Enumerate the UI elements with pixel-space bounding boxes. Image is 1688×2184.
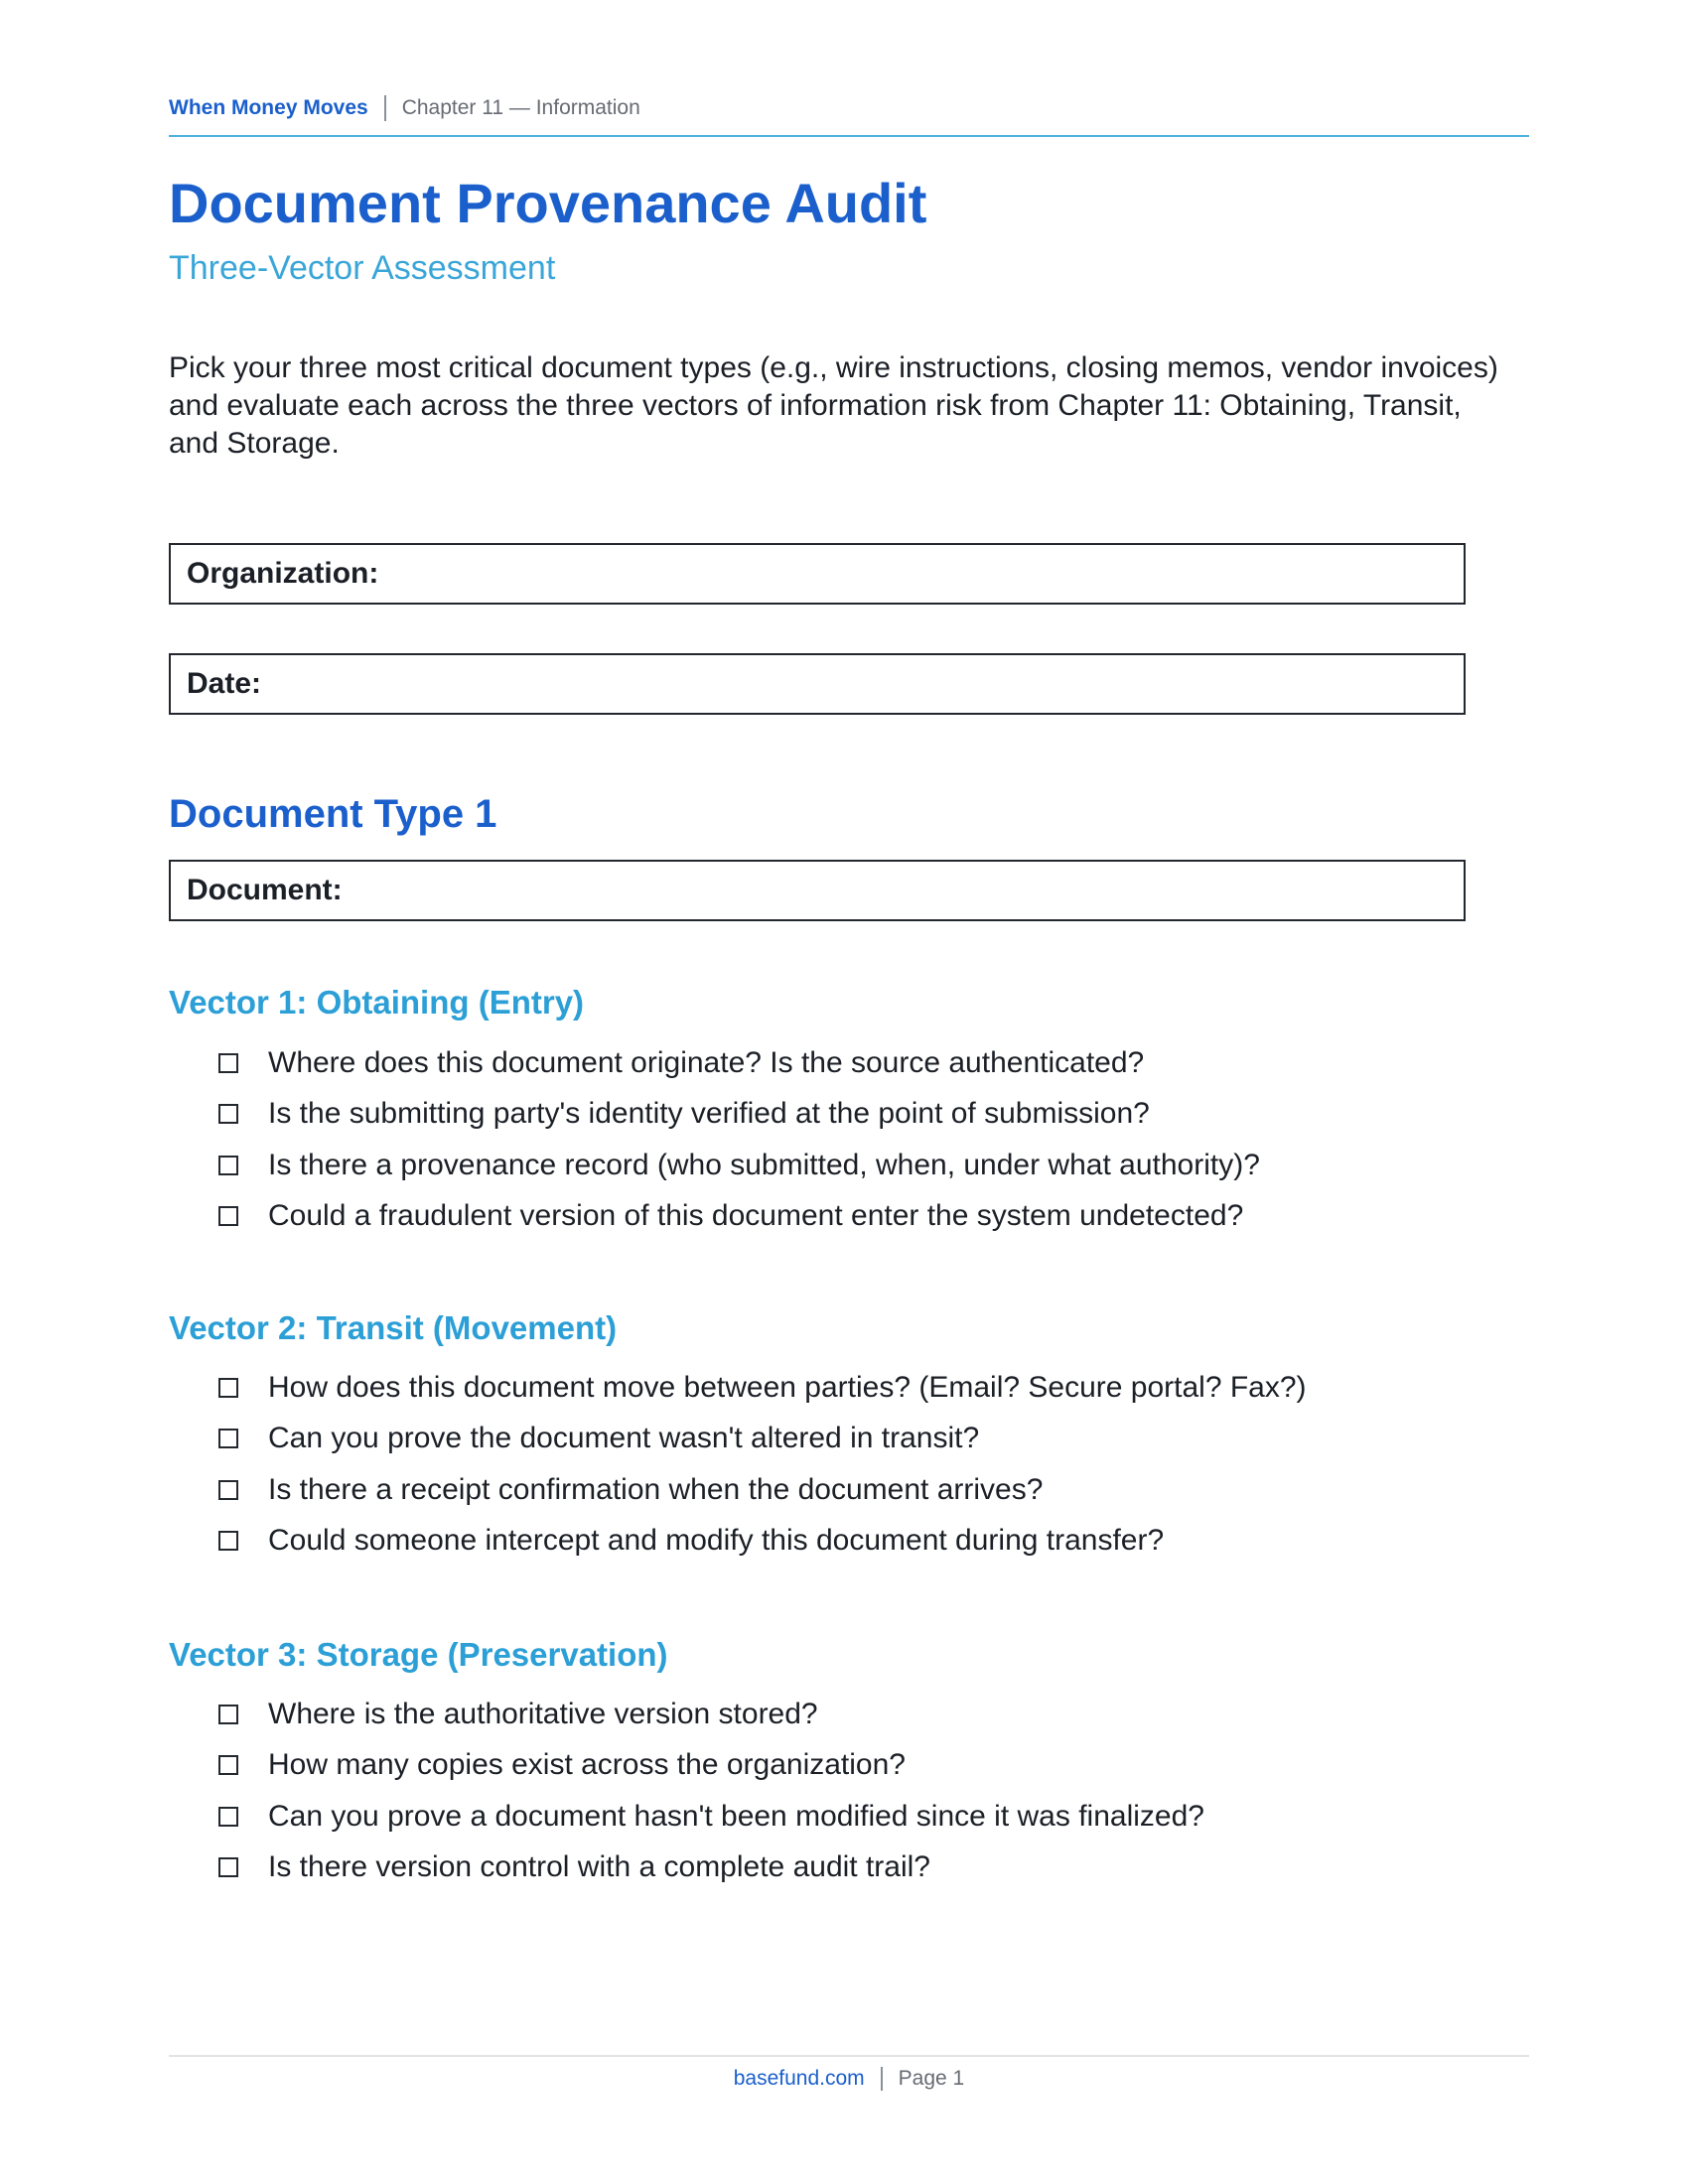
- checklist-item-text: Could a fraudulent version of this document enter the system undetected?: [268, 1199, 1244, 1233]
- vector-2-checklist: [218, 1362, 1307, 1567]
- checkbox[interactable]: [218, 1053, 238, 1073]
- vector-3-checklist: [218, 1689, 1204, 1893]
- checkbox[interactable]: [218, 1705, 238, 1724]
- checklist-item[interactable]: [218, 1089, 1260, 1141]
- checkbox[interactable]: [218, 1429, 238, 1448]
- organization-label: Organization:: [187, 557, 379, 590]
- chapter-label: Chapter 11 — Information: [401, 96, 640, 119]
- document-page: [169, 0, 1529, 2184]
- checkbox[interactable]: [218, 1531, 238, 1551]
- organization-field[interactable]: [169, 543, 1466, 605]
- checklist-item-text: Is the submitting party's identity verified at the point of submission?: [268, 1097, 1150, 1131]
- brand-name: When Money Moves: [169, 96, 368, 119]
- checkbox[interactable]: [218, 1156, 238, 1175]
- checkbox[interactable]: [218, 1206, 238, 1226]
- checklist-item[interactable]: [218, 1362, 1307, 1414]
- checklist-item[interactable]: [218, 1140, 1260, 1191]
- checkbox[interactable]: [218, 1755, 238, 1775]
- footer-site-link[interactable]: basefund.com: [733, 2067, 865, 2090]
- checklist-item-text: Is there version control with a complete audit trail?: [268, 1850, 930, 1884]
- vector-2-heading: Vector 2: Transit (Movement): [169, 1309, 618, 1346]
- page-header: [169, 95, 1529, 137]
- checklist-item[interactable]: [218, 1414, 1307, 1465]
- checklist-item-text: How does this document move between parties? (Email? Secure portal? Fax?): [268, 1370, 1307, 1404]
- document-label: Document:: [187, 874, 343, 906]
- checkbox[interactable]: [218, 1104, 238, 1124]
- header-divider: [384, 95, 386, 121]
- checklist-item-text: Where is the authoritative version stored?: [268, 1697, 818, 1730]
- checklist-item-text: Where does this document originate? Is the source authenticated?: [268, 1045, 1145, 1079]
- checklist-item-text: Is there a provenance record (who submitted, when, under what authority)?: [268, 1148, 1260, 1181]
- vector-1-heading: Vector 1: Obtaining (Entry): [169, 984, 585, 1021]
- document-field[interactable]: [169, 860, 1466, 921]
- checklist-item-text: Can you prove the document wasn't altered in transit?: [268, 1422, 980, 1455]
- footer-divider: [169, 2055, 1529, 2057]
- page-number: Page 1: [898, 2067, 965, 2090]
- checklist-item[interactable]: [218, 1516, 1307, 1568]
- checklist-item-text: Is there a receipt confirmation when the document arrives?: [268, 1472, 1044, 1506]
- document-type-heading: Document Type 1: [169, 792, 497, 836]
- page-footer: [169, 2067, 1529, 2091]
- checkbox[interactable]: [218, 1807, 238, 1827]
- checkbox[interactable]: [218, 1857, 238, 1877]
- checklist-item-text: Can you prove a document hasn't been modified since it was finalized?: [268, 1799, 1204, 1833]
- checklist-item[interactable]: [218, 1740, 1204, 1792]
- checklist-item[interactable]: [218, 1791, 1204, 1843]
- checkbox[interactable]: [218, 1378, 238, 1398]
- date-field[interactable]: [169, 653, 1466, 715]
- checklist-item[interactable]: [218, 1843, 1204, 1894]
- page-title: Document Provenance Audit: [169, 172, 927, 234]
- intro-paragraph: Pick your three most critical document types (e.g., wire instructions, closing memos, vendor invoices) and evaluate each across the three vectors of information risk from Chapter 11: Obtaining, Transit, and Storage.: [169, 351, 1498, 460]
- checklist-item[interactable]: [218, 1464, 1307, 1516]
- checklist-item[interactable]: [218, 1689, 1204, 1740]
- footer-separator: [881, 2067, 883, 2091]
- checklist-item[interactable]: [218, 1037, 1260, 1089]
- checklist-item[interactable]: [218, 1191, 1260, 1243]
- page-subtitle: Three-Vector Assessment: [169, 249, 556, 287]
- vector-3-heading: Vector 3: Storage (Preservation): [169, 1636, 668, 1673]
- checklist-item-text: How many copies exist across the organization?: [268, 1748, 906, 1782]
- vector-1-checklist: [218, 1037, 1260, 1242]
- date-label: Date:: [187, 667, 262, 700]
- checklist-item-text: Could someone intercept and modify this document during transfer?: [268, 1524, 1165, 1558]
- checkbox[interactable]: [218, 1480, 238, 1500]
